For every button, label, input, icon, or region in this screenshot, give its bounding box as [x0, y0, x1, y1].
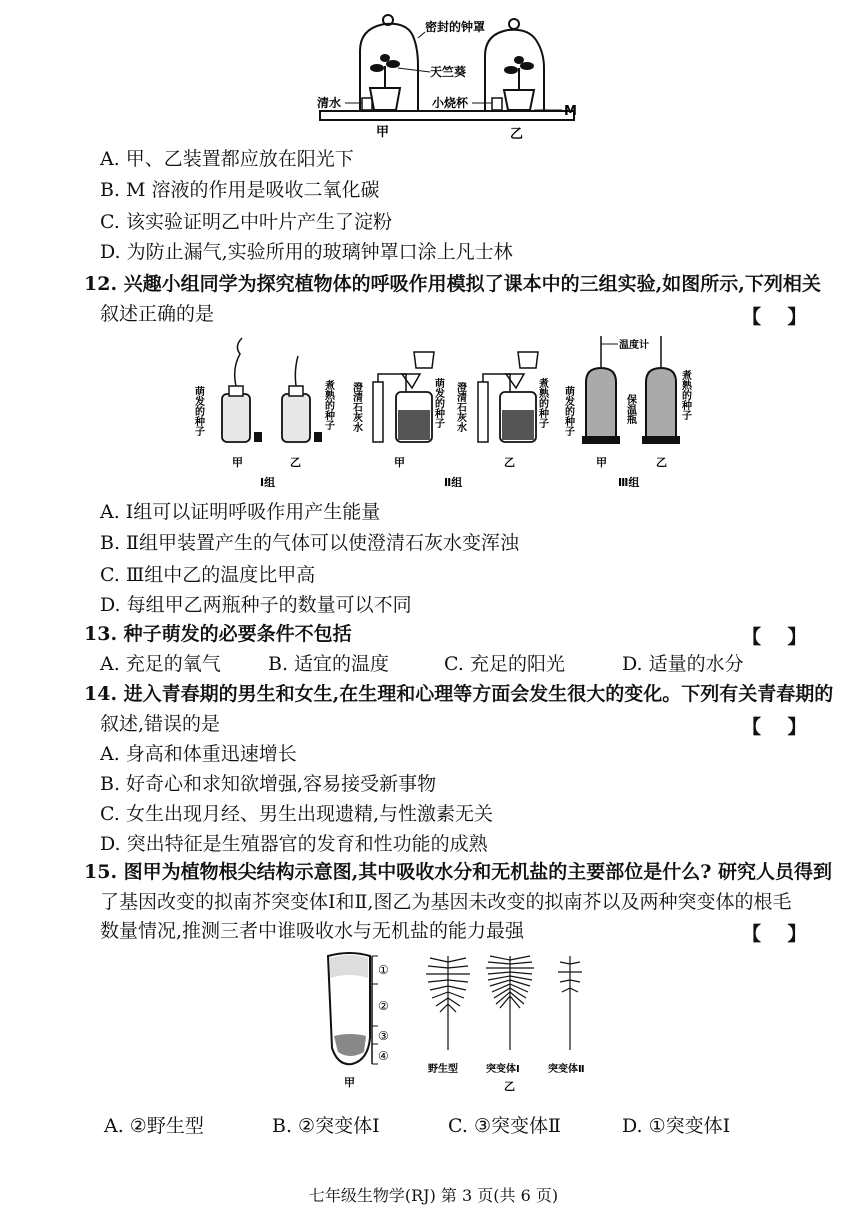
q15-zone-3: ③ — [378, 1029, 389, 1043]
q15-label-wild: 野生型 — [428, 1064, 458, 1075]
q12-figure — [192, 332, 691, 492]
q11-label-yi: 乙 — [510, 127, 524, 142]
q11-option-c: C. 该实验证明乙中叶片产生了淀粉 — [100, 211, 392, 233]
q15-option-d: D. ①突变体Ⅰ — [622, 1115, 731, 1137]
q13-option-c: C. 充足的阳光 — [444, 653, 565, 675]
q12-option-c: C. Ⅲ组中乙的温度比甲高 — [100, 564, 316, 586]
q15-option-c: C. ③突变体Ⅱ — [448, 1115, 561, 1137]
q12-option-d: D. 每组甲乙两瓶种子的数量可以不同 — [100, 594, 412, 616]
q12-fig-g2-seed-yi: 煮熟的种子 — [536, 378, 548, 428]
q15-root-wild — [426, 956, 470, 1050]
q15-figure — [310, 948, 610, 1098]
q15-answer-bracket[interactable]: 【 】 — [742, 923, 807, 945]
q11-label-plant: 天竺葵 — [430, 65, 467, 79]
q15-stem-line1: 15. 图甲为植物根尖结构示意图,其中吸收水分和无机盐的主要部位是什么? 研究人员得到 — [84, 861, 833, 883]
q12-fig-g3-right: 煮熟的种子 — [679, 370, 691, 420]
q12-option-a: A. Ⅰ组可以证明呼吸作用产生能量 — [100, 501, 381, 523]
q12-fig-g3-flask: 保温瓶 — [624, 394, 636, 424]
q11-option-a: A. 甲、乙装置都应放在阳光下 — [100, 148, 354, 170]
q15-label-mutant-2: 突变体Ⅱ — [548, 1064, 585, 1075]
q13-option-b: B. 适宜的温度 — [268, 653, 390, 675]
q11-label-bell: 密封的钟罩 — [425, 20, 486, 34]
q15-option-a: A. ②野生型 — [104, 1115, 204, 1137]
q14-answer-bracket[interactable]: 【 】 — [742, 716, 807, 738]
q12-fig-g1-right-label: 煮熟的种子 — [322, 380, 334, 430]
q12-fig-g3-thermometer: 温度计 — [619, 340, 649, 351]
q12-fig-g1-jia: 甲 — [232, 456, 243, 469]
q14-stem-line2: 叙述,错误的是 — [100, 713, 221, 735]
q15-fig-jia: 甲 — [344, 1076, 355, 1089]
q11-label-beaker: 小烧杯 — [432, 96, 469, 110]
q15-stem-line3: 数量情况,推测三者中谁吸收水与无机盐的能力最强 — [100, 920, 525, 942]
q13-stem: 13. 种子萌发的必要条件不包括 — [84, 623, 352, 645]
q11-option-b: B. M 溶液的作用是吸收二氧化碳 — [100, 179, 380, 201]
q12-answer-bracket[interactable]: 【 】 — [742, 306, 807, 328]
q12-fig-g2-seed-jia: 萌发的种子 — [432, 378, 444, 428]
q12-option-b: B. Ⅱ组甲装置产生的气体可以使澄清石灰水变浑浊 — [100, 532, 519, 554]
q11-figure — [300, 6, 600, 142]
q12-fig-g2-lime-yi: 澄清石灰水 — [454, 382, 466, 432]
page-footer: 七年级生物学(RJ) 第 3 页(共 6 页) — [308, 1186, 559, 1205]
q15-zone-1: ① — [378, 963, 389, 977]
q13-option-a: A. 充足的氧气 — [100, 653, 221, 675]
q12-stem-line1: 12. 兴趣小组同学为探究植物体的呼吸作用模拟了课本中的三组实验,如图所示,下列相关 — [84, 273, 821, 295]
q12-fig-g1-yi: 乙 — [290, 456, 301, 469]
q12-fig-g2-yi: 乙 — [504, 456, 515, 469]
q14-option-c: C. 女生出现月经、男生出现遗精,与性激素无关 — [100, 803, 493, 825]
q15-stem-line2: 了基因改变的拟南芥突变体Ⅰ和Ⅱ,图乙为基因未改变的拟南芥以及两种突变体的根毛 — [100, 891, 792, 913]
q12-fig-g3-jia: 甲 — [596, 456, 607, 469]
q14-option-a: A. 身高和体重迅速增长 — [100, 743, 297, 765]
q12-fig-g1-left-label: 萌发的种子 — [192, 386, 204, 436]
q15-root-mutant-1 — [486, 956, 534, 1050]
q12-fig-group1: Ⅰ组 — [260, 476, 276, 489]
q15-label-mutant-1: 突变体Ⅰ — [486, 1064, 520, 1075]
q11-label-water: 清水 — [317, 96, 342, 110]
q13-answer-bracket[interactable]: 【 】 — [742, 626, 807, 648]
q14-option-b: B. 好奇心和求知欲增强,容易接受新事物 — [100, 773, 437, 795]
q15-option-b: B. ②突变体Ⅰ — [272, 1115, 380, 1137]
q11-option-d: D. 为防止漏气,实验所用的玻璃钟罩口涂上凡士林 — [100, 241, 513, 263]
q12-fig-group2: Ⅱ组 — [444, 476, 463, 489]
q12-fig-g3-left: 萌发的种子 — [562, 386, 574, 436]
q15-fig-yi: 乙 — [504, 1080, 515, 1093]
q15-zone-2: ② — [378, 999, 389, 1013]
q15-zone-4: ④ — [378, 1049, 389, 1063]
q12-stem-line2: 叙述正确的是 — [100, 303, 215, 325]
q13-option-d: D. 适量的水分 — [622, 653, 744, 675]
q12-fig-group3: Ⅲ组 — [618, 476, 640, 489]
q14-stem-line1: 14. 进入青春期的男生和女生,在生理和心理等方面会发生很大的变化。下列有关青春期的 — [84, 683, 834, 705]
q12-fig-g3-yi: 乙 — [656, 456, 667, 469]
q15-root-mutant-2 — [558, 956, 582, 1050]
q14-option-d: D. 突出特征是生殖器官的发育和性功能的成熟 — [100, 833, 488, 855]
q11-label-jia: 甲 — [376, 125, 390, 140]
q12-fig-g2-lime-jia: 澄清石灰水 — [350, 382, 362, 432]
q12-fig-g2-jia: 甲 — [394, 456, 405, 469]
q11-label-m: M — [564, 104, 577, 119]
